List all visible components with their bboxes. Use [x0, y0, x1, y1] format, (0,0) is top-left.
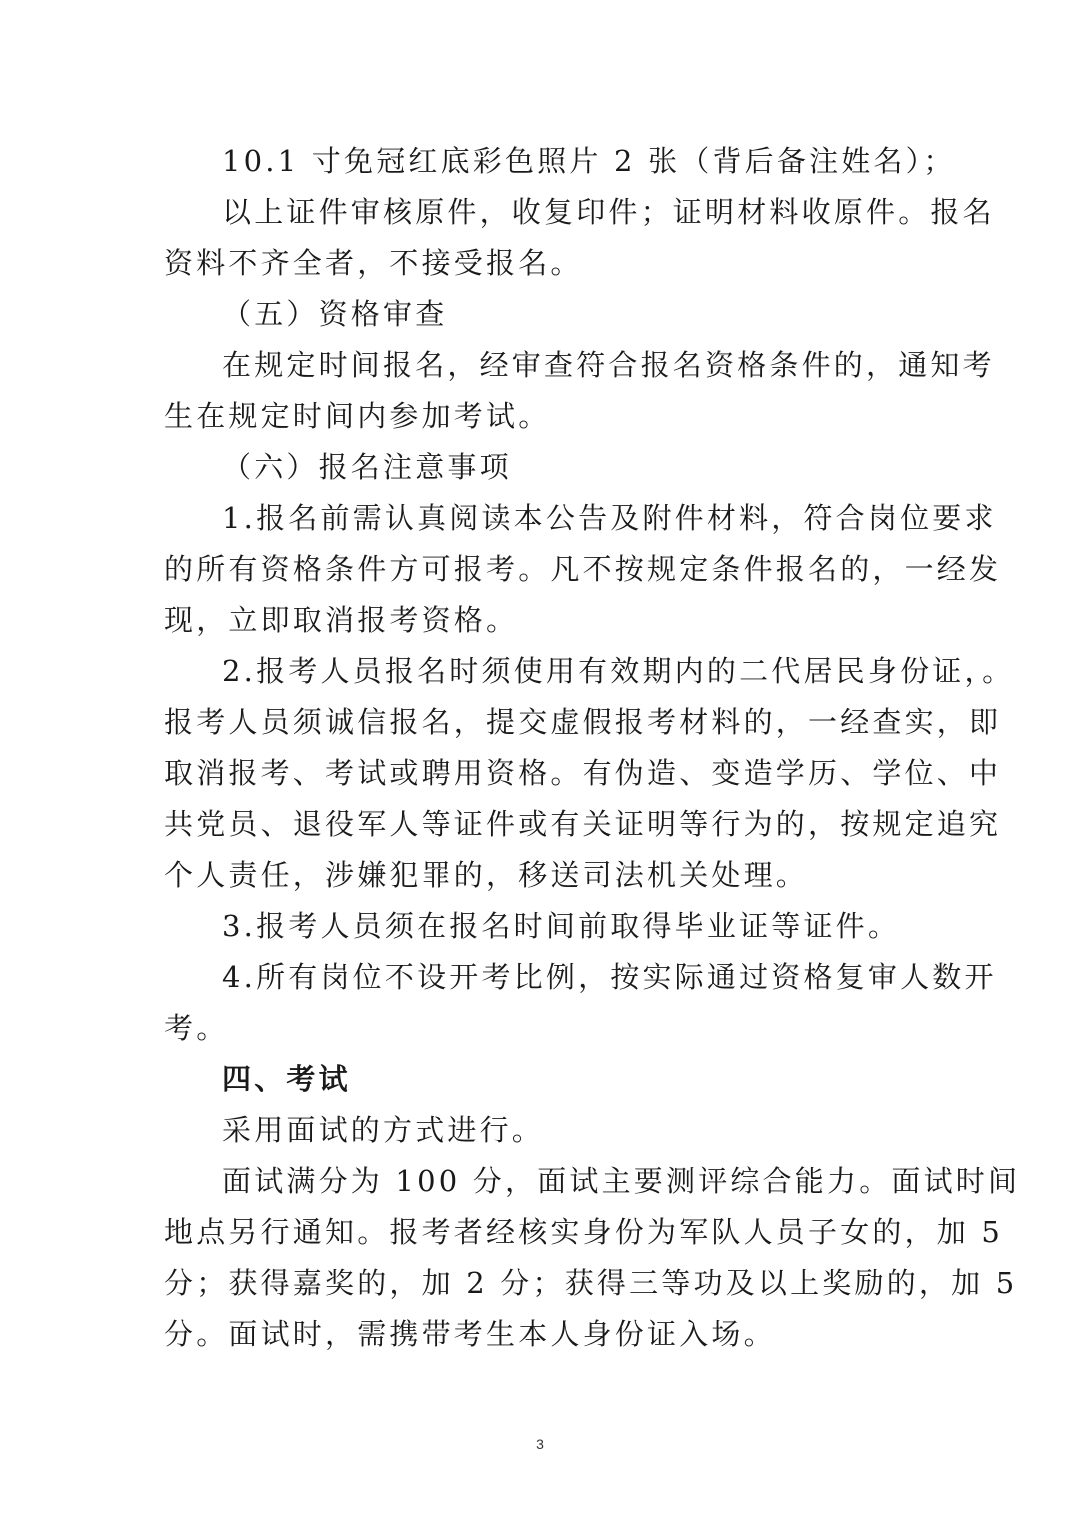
paragraph-verification-line-2: 资料不齐全者，不接受报名。 [164, 246, 583, 280]
paragraph-photo-requirement: 10.1 寸免冠红底彩色照片 2 张（背后备注姓名）； [222, 144, 956, 178]
note-2-line-5: 个人责任，涉嫌犯罪的，移送司法机关处理。 [164, 858, 809, 892]
paragraph-interview-line-2: 地点另行通知。报考者经核实身份为军队人员子女的，加 5 [164, 1215, 1004, 1249]
paragraph-exam-method: 采用面试的方式进行。 [222, 1113, 545, 1147]
note-1-line-2: 的所有资格条件方可报考。凡不按规定条件报名的，一经发 [164, 552, 1002, 586]
section-heading-exam: 四、考试 [222, 1062, 351, 1096]
section-heading-registration-notes: （六）报名注意事项 [222, 450, 512, 484]
paragraph-review-line-2: 生在规定时间内参加考试。 [164, 399, 551, 433]
paragraph-interview-line-1: 面试满分为 100 分，面试主要测评综合能力。面试时间 [222, 1164, 1021, 1198]
note-2-line-4: 共党员、退役军人等证件或有关证明等行为的，按规定追究 [164, 807, 1002, 841]
note-3: 3.报考人员须在报名时间前取得毕业证等证件。 [222, 909, 901, 943]
paragraph-interview-line-3: 分；获得嘉奖的，加 2 分；获得三等功及以上奖励的，加 5 [164, 1266, 1018, 1300]
section-heading-qualification-review: （五）资格审查 [222, 297, 448, 331]
paragraph-verification-line-1: 以上证件审核原件，收复印件；证明材料收原件。报名 [222, 195, 995, 229]
paragraph-interview-line-4: 分。面试时，需携带考生本人身份证入场。 [164, 1317, 776, 1351]
note-4-line-2: 考。 [164, 1011, 229, 1045]
note-1-line-1: 1.报名前需认真阅读本公告及附件材料，符合岗位要求 [222, 501, 997, 535]
document-body [164, 136, 1021, 1360]
note-4-line-1: 4.所有岗位不设开考比例，按实际通过资格复审人数开 [222, 960, 997, 994]
paragraph-review-line-1: 在规定时间报名，经审查符合报名资格条件的，通知考 [222, 348, 995, 382]
note-2-line-1: 2.报考人员报名时须使用有效期内的二代居民身份证，。 [222, 654, 1015, 688]
note-1-line-3: 现，立即取消报考资格。 [164, 603, 519, 637]
page-number: 3 [536, 1436, 544, 1452]
note-2-line-3: 取消报考、考试或聘用资格。有伪造、变造学历、学位、中 [164, 756, 1002, 790]
note-2-line-2: 报考人员须诚信报名，提交虚假报考材料的，一经查实，即 [164, 705, 1002, 739]
